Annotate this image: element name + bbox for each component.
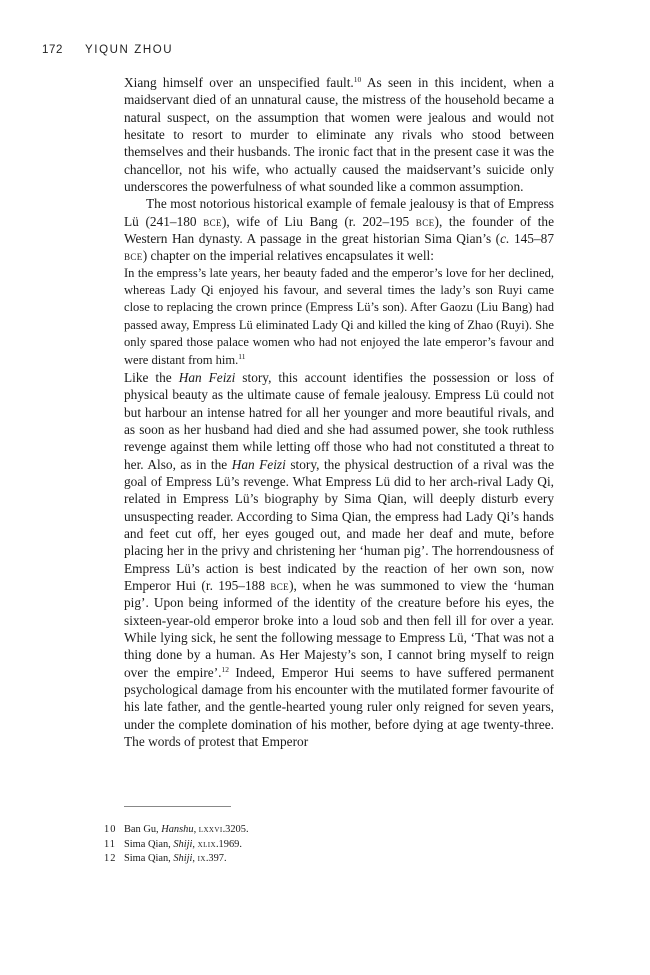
small-caps-text: bce <box>270 577 290 593</box>
footnote-number: 12 <box>104 853 117 865</box>
text-run: Sima Qian, <box>124 838 174 850</box>
small-caps-text: xlix <box>197 838 216 850</box>
paragraph-1 <box>124 74 554 195</box>
text-run: story, the physical destruction of a rival was the goal of Empress Lü’s revenge. What Empress Lü did to her arch-rival Lady Qi, related in Empress Lü’s biography by Sima Qian, will deeply disturb every unsuspecting reader. According to Sima Qian, the empress had Lady Qi’s hands and feet cut off, her eyes gouged out, and made her deaf and mute, before placing her in the privy and christening her ‘human pig’. The horrendousness of Empress Lü’s action is best indicated by the reaction of her own son, now Emperor Hui (r. 195–188 <box>124 456 554 593</box>
block-quote <box>124 265 554 369</box>
footnote-rule <box>124 806 231 807</box>
text-run: The most notorious historical example of female jealousy is that of Empress Lü (241–180 <box>124 196 554 229</box>
italic-text: c. <box>500 231 510 247</box>
italic-text: Han Feizi <box>231 456 286 472</box>
italic-text: Hanshu <box>161 824 194 835</box>
italic-text: Shiji <box>173 853 193 865</box>
text-run: .1969. <box>215 838 242 850</box>
footnote-text <box>124 838 242 853</box>
running-title: YIQUN ZHOU <box>85 44 174 56</box>
footnote-number: 10 <box>104 824 117 835</box>
footnote <box>104 838 564 853</box>
small-caps-text: bce <box>203 213 222 229</box>
footnote <box>104 823 564 838</box>
text-run: 145–87 <box>509 231 554 247</box>
footnotes <box>104 823 564 867</box>
footnote-text <box>124 852 227 867</box>
small-caps-text: lxxvi <box>198 824 223 835</box>
footnote-number: 11 <box>104 838 117 850</box>
text-run: story, this account identifies the possession or loss of physical beauty as the ultimate cause of female jealousy. Empress Lü could not but harbour an intense hatred for all her younger and more beautiful rivals, and as soon as her husband had died and she had assumed power, she took ruthless revenge against them while letting off those who had not constituted a threat to her. Also, as in the <box>124 369 554 472</box>
italic-text: Shiji <box>173 838 193 850</box>
text-run: .397. <box>205 853 227 865</box>
page-number: 172 <box>42 44 63 56</box>
text-run: Ban Gu, <box>124 824 162 835</box>
text-run: Like the <box>124 369 179 385</box>
footnote-text <box>124 823 249 838</box>
running-head <box>42 44 173 56</box>
text-run: In the empress’s late years, her beauty faded and the emperor’s love for her declined, whereas Lady Qi enjoyed his favour, and several times the lady’s son Ruyi came close to replacing the crown prince (Empress Lü’s son). After Gaozu (Liu Bang) had passed away, Empress Lü eliminated Lady Qi and killed the king of Zhao (Ruyi). She only spared those palace women who had not enjoyed the late emperor’s favour and were distant from him. <box>124 265 554 367</box>
text-run: Xiang himself over an unspecified fault. <box>124 75 354 90</box>
text-run: As seen in this incident, when a maidservant died of an unnatural cause, the mistress of the household became a natural suspect, on the assumption that women were jealous and would not hesitate to resort to murder to eliminate any rivals who stood between themselves and their husbands. The ironic fact that in the present case it was the chancellor, not his wife, who actually caused the maidservant’s suicide only underscores the powerfulness of what sounded like a common assumption. <box>124 75 554 195</box>
text-run: .3205. <box>222 824 249 835</box>
footnote-ref: 10 <box>353 75 362 84</box>
small-caps-text: bce <box>415 213 435 229</box>
small-caps-text: bce <box>124 248 143 264</box>
text-run: ), wife of Liu Bang (r. 202–195 <box>221 213 416 229</box>
footnote-ref: 11 <box>238 351 246 361</box>
footnote-ref: 12 <box>221 664 230 674</box>
small-caps-text: ix <box>197 853 206 865</box>
text-run: ), the founder of the Western Han dynasty. A passage in the great historian Sima Qian’s ( <box>124 213 554 247</box>
paragraph-3 <box>124 369 554 751</box>
footnote <box>104 852 564 867</box>
text-run: ), when he was summoned to view the ‘human pig’. Upon being informed of the identity of the creature before his eyes, the sixteen-year-old emperor broke into a loud sob and then fell ill for over a year. While lying sick, he sent the following message to Empress Lü, ‘That was not a thing done by a human. As Her Majesty’s son, I cannot bring myself to reign over the empire’. <box>124 577 554 680</box>
paragraph-2 <box>124 195 554 264</box>
text-run: , <box>192 838 198 850</box>
body-text <box>124 74 554 750</box>
text-run: , <box>193 824 199 835</box>
italic-text: Han Feizi <box>178 369 236 385</box>
text-run: Indeed, Emperor Hui seems to have suffered permanent psychological damage from his encounter with the mutilated former favourite of his late father, and the gentle-hearted young ruler only reigned for seven years, under the complete domination of his mother, before dying at age twenty-three. The words of protest that Emperor <box>124 664 554 750</box>
text-run: ) chapter on the imperial relatives encapsulates it well: <box>142 248 434 264</box>
text-run: , <box>192 853 198 865</box>
text-run: Sima Qian, <box>124 853 174 865</box>
